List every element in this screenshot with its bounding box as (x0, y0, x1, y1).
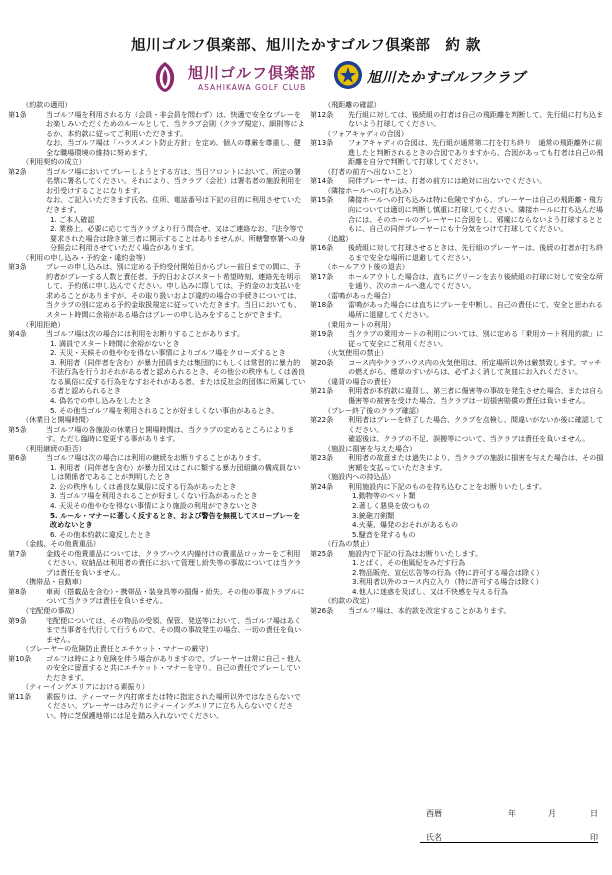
article-text: 宅配便については、その物品の受領、保管、発送等において、当ゴルフ場はあくまで当事者を代行して行うもので、その間の事故発生の場合、一切の責任を負いません。 (46, 615, 302, 644)
article-text: 車両（搭載品を含む）・携帯品・装身具等の損傷・紛失、その他の事故トラブルについて当クラブは責任を負いません。 (46, 586, 305, 606)
article-number: 第14条 (310, 176, 334, 186)
asahikawa-golf-club-logo (150, 60, 320, 96)
article-number: 第23条 (310, 453, 334, 463)
list-item: 5.騒音を発するもの (352, 529, 416, 539)
article-text: 利用者はプレーを終了した場合、クラブを点検し、間違いがないか後に確認してください。 (348, 415, 604, 434)
article-heading: （プレーヤーの危険防止責任とエチケット・マナーの厳守） (22, 644, 213, 654)
signature-seal-label: 印 (590, 833, 598, 842)
article (8, 654, 306, 683)
article-heading: （利用の申し込み・予約金・違約金等） (22, 252, 150, 262)
article-text: 当ゴルフ場は次の場合には利用をお断りすることがあります。 (46, 329, 245, 339)
article-text: 雷鳴があった場合には直ちにプレーを中断し、自己の責任にて、安全と思われる場所に退避してください。 (348, 300, 603, 320)
article-text: 金銭その他貴重品については、クラブハウス内備付けの貴重品ロッカーをご利用ください。収納品は利用者の責任において管理し紛失等の事故については当クラブは責任を負いません。 (46, 548, 302, 577)
list-item: 4. 天災その他やむを得ない事情により施設の利用ができないとき (50, 500, 258, 510)
list-item: 1. ご本人確認 (50, 214, 95, 224)
list-item: 3.利用者以外のコース内立入り（特に許可する場合は除く） (352, 577, 543, 587)
article (310, 549, 608, 559)
article-heading: （施設に損害を与えた場合） (324, 443, 417, 453)
article-heading: （プレー終了後のクラブ確認） (324, 405, 424, 415)
article (8, 110, 306, 139)
article-heading: （携帯品・自動車） (22, 577, 86, 587)
article-heading: （施設内への持込品） (324, 472, 395, 482)
list-item: 2. 公の秩序もしくは善良な風俗に反する行為があったとき (50, 481, 237, 491)
article-number: 第9条 (8, 615, 27, 625)
article (8, 616, 306, 645)
article (310, 329, 608, 348)
page-title: 旭川ゴルフ倶楽部、旭川たかすゴルフ倶楽部 約 款 (131, 38, 481, 54)
article-heading: （フォアキャディの合図） (324, 128, 408, 138)
article-heading: （利用契約の成立） (22, 157, 86, 167)
article-number: 第4条 (8, 329, 27, 339)
article (310, 138, 608, 167)
article-text: フォアキャディの合図は、先行組が通常第二打を打ち終り 通常の飛距離外に前進したと判断されるときの合図でありますから、合図があっても打者は自己の飛距離を自分で判断して打球してください。 (348, 138, 604, 167)
article-number: 第1条 (8, 109, 27, 119)
list-item: 1. 満員でスタート時間に余裕がないとき (50, 338, 180, 348)
article (8, 587, 306, 606)
article-number: 第5条 (8, 424, 27, 434)
signature-day-label: 日 (590, 809, 598, 818)
list-item: 4.火薬、爆発のおそれがあるもの (352, 520, 459, 530)
article-text: 当ゴルフ場を利用される方（会員・非会員を問わず）は、快適で安全なプレーをお楽しみいただくためのルールとして、当クラブ会則（クラブ規定）、細則等によるか、本約款に従ってご利用いただきます。 (46, 109, 305, 138)
article-text: 当ゴルフ場の各施設の休業日と開場時間は、当クラブの定めるところによります。ただし臨時に変更する事があります。 (46, 424, 295, 444)
club-crest-icon (150, 60, 180, 94)
article (310, 176, 608, 186)
article-heading: （宅配便の事故） (22, 605, 79, 615)
article-number: 第7条 (8, 548, 27, 558)
list-item: 1.動物等のペット類 (352, 491, 416, 501)
signature-name-label: 氏名 (426, 833, 442, 842)
article (310, 606, 608, 616)
terms-right-column (310, 100, 608, 616)
article (8, 262, 306, 319)
left-logo-name: 旭川ゴルフ倶楽部 (188, 64, 317, 82)
list-item: 4. 偽名での申し込みをしたとき (50, 395, 152, 405)
article (310, 415, 608, 434)
article-number: 第25条 (310, 548, 334, 558)
article-text: プレーの申し込みは、別に定める予約受付開始日からプレー前日までの間に、予約者がプレーする人数と責任者、予約日およびスタート希望時刻、連絡先を明示して、予約係に申し込んでください。申し込みに際しては、予約金のお支払いを求めることがありますが、その取り扱いおよび違約の場合の手続きについては、当クラブの別に定める予約金取扱規定に従っていただきます。当日においても、スタート時間に余裕がある場合はプレーの申し込みをすることができます。 (46, 262, 302, 320)
terms-left-column (8, 100, 306, 721)
list-item: 3. 利用者（同伴者を含む）が暴力団員または集団的にもしくは常習的に暴力的不法行為を行うおそれがある者と認められるとき、その他公の秩序もしくは善良なる風俗に反する行為をなすおそれがある者、または反社会的団体に所属している者と認められるとき (50, 357, 306, 396)
article-text: 同伴プレーヤーは、打者の前方には絶対に出ないでください。 (348, 176, 547, 186)
list-item: 3.銃砲刀剣類 (352, 510, 395, 520)
article-number: 第15条 (310, 195, 334, 205)
list-item: 2. 業務上、必要に応じて当クラブより行う問合せ、又はご連絡なお、『法令等で要求された場合は除き第三者に開示することはありませんが、所轄警察署への身分照会に利用させていただく場合があります。 (50, 224, 306, 253)
article-heading: （休業日と開場時間） (22, 415, 93, 425)
article-heading: （利用拒絶） (22, 319, 65, 329)
article-text: 利用者の故意または過失により、当クラブの施設に損害を与えた場合は、その損害額を支払っていただきます。 (348, 453, 604, 472)
article-heading: （ホールアウト後の退去） (324, 262, 409, 272)
article (310, 453, 608, 472)
article-heading: （乗用カートの利用） (324, 319, 395, 329)
signature-era-label: 西暦 (426, 809, 442, 818)
article-heading: （金銭、その他貴重品） (22, 539, 101, 549)
article-paragraph: なお、当ゴルフ場は「ハラスメント防止方針」を定め、個人の尊厳を尊重し、健全な職場環境の維持に努めます。 (46, 138, 301, 157)
article-text: 当ゴルフ場においてプレーしようとする方は、当日フロントにおいて、所定の署名票に署名してください。それにより、当クラブ（会社）は署名者の施設利用をお引受けすることになります。 (46, 166, 302, 195)
article (8, 549, 306, 578)
article-heading: （利用継続の拒否） (22, 443, 86, 453)
article-heading: （隣接ホールへの打ち込み） (324, 185, 417, 195)
asahikawa-takasu-golf-club-logo (333, 58, 553, 94)
article (310, 110, 608, 129)
left-logo-english: ASAHIKAWA GOLF CLUB (198, 83, 307, 92)
list-item: 5. その他当ゴルフ場を利用されることが好ましくない事由があるとき。 (50, 405, 279, 415)
article (8, 453, 306, 463)
list-item: 1.とばく、その他風紀をみだす行為 (352, 558, 466, 568)
article-heading: （ティーイングエリアにおける素振り） (22, 682, 149, 692)
article-text: 利用者が本約款に違背し、第三者に傷害等の事故を発生させた場合、または自ら傷害等の被害を受けた場合、当クラブは一切損害賠償の責任は負いません。 (348, 386, 604, 405)
article-number: 第20条 (310, 357, 334, 367)
signature-year-label: 年 (508, 809, 516, 818)
article-number: 第22条 (310, 415, 334, 425)
article-text: 当ゴルフ場は、本約款を改定することがあります。 (348, 605, 511, 615)
article-heading: （雷鳴があった場合） (324, 290, 395, 300)
article-number: 第26条 (310, 605, 334, 615)
article-number: 第10条 (8, 653, 32, 663)
article-text: 施設内で下記の行為はお断りいたします。 (348, 548, 483, 558)
article-text: ゴルフは時により危険を伴う場合がありますので、プレーヤーは常に自己・他人の安全に留意すると共にエチケット・マナーを守り、自己の責任でプレーしていただきます。 (46, 653, 301, 682)
article-text: 当クラブの乗用カートの利用については、別に定める「乗用カート利用約款」に従って安全にご利用ください。 (348, 329, 604, 348)
article-number: 第8条 (8, 586, 27, 596)
article-number: 第16条 (310, 243, 334, 253)
article-number: 第21条 (310, 386, 334, 396)
list-item: 1. 利用者（同伴者を含む）が暴力団又はこれに類する暴力団組織の構成員ないしは関係者であることが判明したとき (50, 462, 301, 482)
article (310, 300, 608, 319)
article-number: 第24条 (310, 481, 334, 491)
list-item: 6. その他本約款に違反したとき (50, 529, 152, 539)
article-number: 第19条 (310, 329, 334, 339)
article-heading: （約款の改定） (324, 596, 374, 606)
article-number: 第6条 (8, 453, 27, 463)
article (8, 329, 306, 339)
club-badge-icon (333, 58, 363, 92)
article-number: 第2条 (8, 166, 27, 176)
article-text: 後続組に対して打球させるときは、先行組のプレーヤーは、後続の打者が打ち終るまで安全な場所に退避してください。 (348, 243, 604, 262)
article (310, 195, 608, 233)
article-heading: （打者の前方へ出ないこと） (324, 166, 417, 176)
article-paragraph: 確認後は、クラブの不足、誤搬等について、当クラブは責任を負いません。 (348, 434, 590, 444)
article-heading: （約款の適用） (22, 100, 72, 109)
list-item: 5. ルール・マナーに著しく反するとき、および警告を無視してスロープレーを改めないとき (50, 510, 301, 530)
article-heading: （行為の禁止） (324, 539, 374, 549)
article-number: 第12条 (310, 109, 334, 119)
list-item: 4.他人に迷惑を及ぼし、又は不快感を与える行為 (352, 586, 508, 596)
article (310, 243, 608, 262)
article-text: コース内やクラブハウス内の火気使用は、所定場所以外は厳禁致します。マッチの燃えがら、煙草のすいがらは、必ずよく消して灰皿にお入れください。 (348, 357, 602, 377)
article-text: 隣接ホールへの打ち込みは特に危険ですから、プレーヤーは自己の飛距離・飛方向については適切に判断し慎重に打球してください。隣接ホールに打ち込んだ場合には、そのホールのプレーヤーに合図をし、邪魔にならないよう打球するとともに、自己の同伴プレーヤーにも十分気をつけて打球してください。 (348, 195, 604, 234)
article-heading: （火気使用の禁止） (324, 348, 388, 358)
list-item: 2. 天災・天候その他やむを得ない事情によりゴルフ場をクローズするとき (50, 348, 286, 358)
list-item: 2.著しく悪臭を放つもの (352, 500, 430, 510)
article-heading: （追越） (324, 233, 353, 243)
article (8, 425, 306, 444)
article-text: 先行組に対しては、後続組の打者は自己の飛距離を判断して、先行組に打ち込まないよう打球してください。 (348, 109, 604, 129)
article-text: ホールアウトした場合は、直ちにグリーンを去り後続組の打球に対して安全な所を通り、次のホールへ進んでください。 (348, 271, 604, 291)
article-number: 第17条 (310, 271, 334, 281)
article-heading: （違背の場合の責任） (324, 376, 395, 386)
article-paragraph: なお、ご記入いただきます氏名、住所、電話番号は下記の目的に利用させていただきます。 (46, 195, 302, 215)
right-logo-name: 旭川たかすゴルフクラブ (367, 70, 526, 86)
article-number: 第3条 (8, 262, 27, 272)
article-text: 当ゴルフ場は次の場合には利用の継続をお断りすることがあります。 (46, 453, 266, 463)
signature-name-line (420, 842, 598, 843)
article (310, 358, 608, 377)
article (310, 482, 608, 492)
article (310, 386, 608, 405)
article-text: 利用施設内に下記のものを持ち込むことをお断りいたします。 (348, 481, 547, 491)
article (8, 167, 306, 196)
article-text: 素振りは、ティーマーク内打席または特に指定された場所以外ではなさらないでください。プレーヤーはみだりにティーイングエリアに立ち入らないでください。特に芝保護地帯には足を踏み入れないでください。 (46, 691, 301, 720)
signature-month-label: 月 (548, 809, 556, 818)
article-number: 第18条 (310, 300, 334, 310)
article-heading: （飛距離の確認） (324, 100, 381, 109)
article (8, 692, 306, 721)
article-number: 第13条 (310, 138, 334, 148)
article-number: 第11条 (8, 691, 32, 701)
list-item: 3. 当ゴルフ場を利用されることが好ましくない行為があったとき (50, 491, 258, 501)
list-item: 2.物品販売、宣伝広告等の行為（特に許可する場合は除く） (352, 567, 544, 577)
article (310, 272, 608, 291)
